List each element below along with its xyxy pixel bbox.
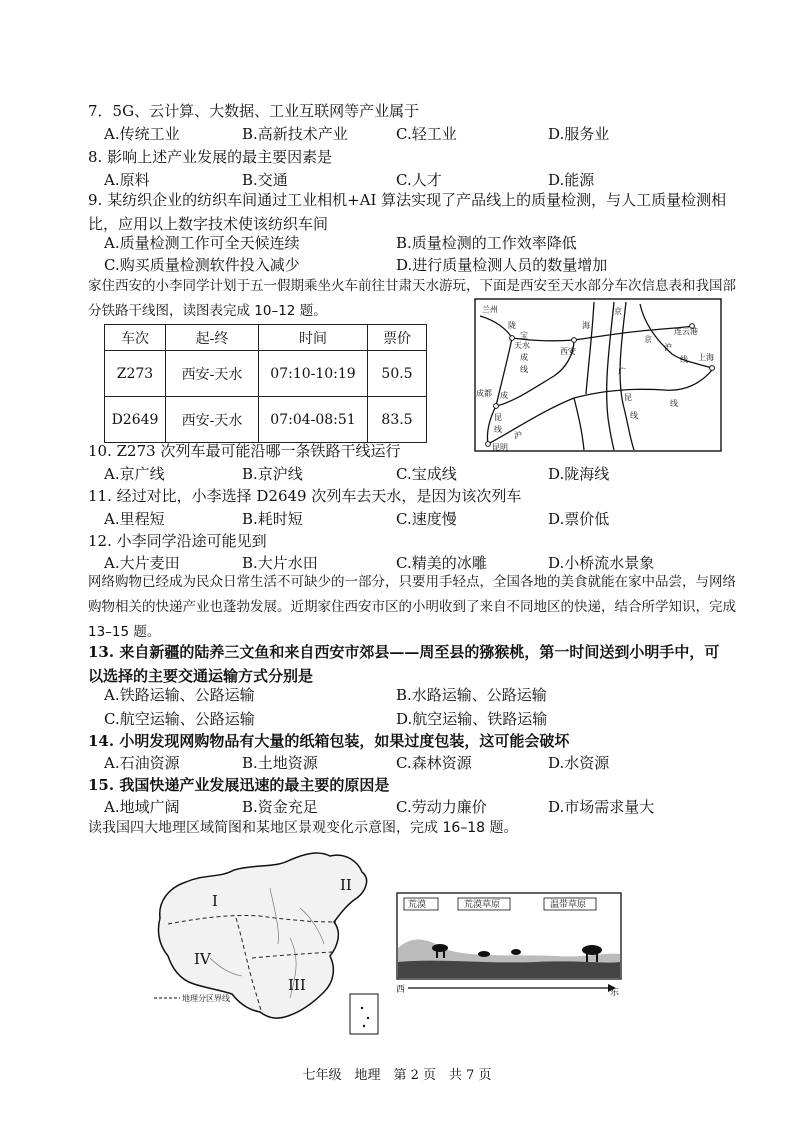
table-cell: 西安-天水 (166, 351, 259, 397)
option-d[interactable]: D.水资源 (548, 754, 610, 772)
option-b[interactable]: B.耗时短 (242, 510, 303, 528)
option-a[interactable]: A.大片麦田 (104, 554, 180, 572)
option-d[interactable]: D.航空运输、铁路运输 (396, 710, 548, 728)
option-c[interactable]: C.劳动力廉价 (396, 798, 487, 816)
map-label: 京 (614, 307, 622, 316)
map-label: 连云港 (674, 327, 698, 336)
option-a[interactable]: A.里程短 (104, 510, 165, 528)
table-cell: Z273 (105, 351, 166, 397)
region-label: I (212, 892, 218, 910)
question-14-stem: 14. 小明发现网购物品有大量的纸箱包装，如果过度包装，这可能会破坏 (88, 732, 570, 750)
table-cell: D2649 (105, 397, 166, 443)
region-label: IV (194, 950, 211, 968)
question-15-stem: 15. 我国快递产业发展迅速的最主要的原因是 (88, 776, 390, 794)
option-c[interactable]: C.购买质量检测软件投入减少 (104, 256, 300, 274)
question-8-stem: 8. 影响上述产业发展的最主要因素是 (88, 148, 333, 166)
map-label: 天水 (514, 341, 530, 350)
landscape-label: 荒漠草原 (464, 900, 501, 910)
option-a[interactable]: A.石油资源 (104, 754, 180, 772)
table-cell: 07:10-10:19 (259, 351, 368, 397)
table-cell: 50.5 (368, 351, 427, 397)
map-label: 广 (618, 367, 626, 376)
question-14-options (104, 752, 664, 774)
option-a[interactable]: A.原料 (104, 171, 150, 189)
question-13-options (104, 684, 704, 730)
option-d[interactable]: D.小桥流水景象 (548, 554, 655, 572)
table-row (105, 351, 427, 397)
question-11-stem: 11. 经过对比，小李选择 D2649 次列车去天水，是因为该次列车 (88, 487, 522, 505)
map-label: 昆 (494, 413, 502, 422)
option-a[interactable]: A.质量检测工作可全天候连续 (104, 234, 300, 252)
option-c[interactable]: C.轻工业 (396, 125, 457, 143)
option-c[interactable]: C.速度慢 (396, 510, 457, 528)
option-d[interactable]: D.能源 (548, 171, 595, 189)
east-label: 东 (610, 988, 620, 996)
question-9-stem: 9. 某纺织企业的纺织车间通过工业相机+AI 算法实现了产品线上的质量检测，与人工质量检测相比，应用以上数字技术使该纺织车间 (88, 191, 727, 233)
option-c[interactable]: C.森林资源 (396, 754, 472, 772)
map-label: 上海 (698, 353, 714, 362)
map-label: 陇 (508, 321, 516, 330)
option-a[interactable]: A.传统工业 (104, 125, 180, 143)
table-header: 时间 (259, 325, 368, 351)
map-label: 海 (582, 321, 590, 330)
table-header: 车次 (105, 325, 166, 351)
option-b[interactable]: B.质量检测的工作效率降低 (396, 234, 577, 252)
option-b[interactable]: B.大片水田 (242, 554, 318, 572)
option-b[interactable]: B.京沪线 (242, 465, 303, 483)
option-c[interactable]: C.人才 (396, 171, 442, 189)
option-b[interactable]: B.高新技术产业 (242, 125, 348, 143)
train-schedule-table (104, 324, 427, 443)
option-c[interactable]: C.航空运输、公路运输 (104, 710, 255, 728)
railway-trunk-line-map (474, 298, 722, 452)
option-b[interactable]: B.土地资源 (242, 754, 318, 772)
table-cell: 83.5 (368, 397, 427, 443)
region-label: II (340, 876, 352, 894)
table-cell: 07:04-08:51 (259, 397, 368, 443)
map-label: 成 (520, 353, 528, 362)
map-label: 线 (494, 425, 502, 434)
region-label: III (288, 976, 306, 994)
question-13-stem: 13. 来自新疆的陆养三文鱼和来自西安市郊县——周至县的猕猴桃，第一时间送到小明手中，可以选择的主要交通运输方式分别是 (88, 643, 720, 685)
option-b[interactable]: B.资金充足 (242, 798, 318, 816)
intro-10-12: 家住西安的小李同学计划于五一假期乘坐火车前往甘肃天水游玩，下面是西安至天水部分车次信息表和我国部分铁路干线图，读图表完成 10–12 题。 (88, 278, 736, 319)
option-c[interactable]: C.精美的冰雕 (396, 554, 487, 572)
option-b[interactable]: B.水路运输、公路运输 (396, 686, 547, 704)
option-d[interactable]: D.市场需求量大 (548, 798, 655, 816)
option-a[interactable]: A.地域广阔 (104, 798, 180, 816)
question-15-options (104, 796, 664, 818)
question-7-options (104, 123, 664, 145)
question-7-stem: 7．5G、云计算、大数据、工业互联网等产业属于 (88, 102, 420, 120)
question-11-options (104, 508, 664, 530)
map-label: 京 (644, 335, 652, 344)
option-d[interactable]: D.进行质量检测人员的数量增加 (396, 256, 608, 274)
map-label: 沪 (514, 431, 522, 440)
option-d[interactable]: D.票价低 (548, 510, 610, 528)
legend-label: 地理分区界线 (182, 994, 230, 1003)
map-label: 宝 (520, 331, 528, 340)
landscape-label: 荒漠 (408, 900, 427, 910)
option-b[interactable]: B.交通 (242, 171, 288, 189)
intro-16-18: 读我国四大地理区域简图和某地区景观变化示意图，完成 16–18 题。 (88, 820, 518, 836)
intro-13-15: 网络购物已经成为民众日常生活不可缺少的一部分，只要用手轻点，全国各地的美食就能在家中品尝，与网络购物相关的快递产业也蓬勃发展。近期家住西安市区的小明收到了来自不同地区的快递，结合所学知识，完成 13–15 题。 (88, 574, 736, 640)
map-label: 线 (520, 365, 528, 374)
map-label: 成都 (476, 389, 492, 398)
map-label: 昆明 (492, 443, 508, 452)
option-a[interactable]: A.铁路运输、公路运输 (104, 686, 255, 704)
option-d[interactable]: D.陇海线 (548, 465, 610, 483)
west-label: 西 (396, 985, 406, 995)
map-label: 线 (670, 399, 678, 408)
table-header: 起-终 (166, 325, 259, 351)
page-footer: 七年级 地理 第 2 页 共 7 页 (302, 1068, 492, 1083)
question-10-options (104, 463, 664, 485)
option-c[interactable]: C.宝成线 (396, 465, 457, 483)
landscape-change-diagram (396, 892, 622, 996)
table-row (105, 397, 427, 443)
question-9-options (104, 232, 704, 278)
landscape-label: 温带草原 (550, 900, 587, 910)
china-four-regions-map (150, 848, 384, 1038)
map-label: 西安 (560, 347, 576, 356)
map-label: 沪 (664, 343, 672, 352)
map-label: 线 (680, 355, 688, 364)
option-a[interactable]: A.京广线 (104, 465, 165, 483)
table-cell: 西安-天水 (166, 397, 259, 443)
map-label: 昆 (624, 393, 632, 402)
option-d[interactable]: D.服务业 (548, 125, 610, 143)
map-label: 成 (500, 391, 508, 400)
table-header: 票价 (368, 325, 427, 351)
question-10-stem: 10. Z273 次列车最可能沿哪一条铁路干线运行 (88, 442, 401, 460)
map-label: 线 (630, 411, 638, 420)
question-12-stem: 12. 小李同学沿途可能见到 (88, 532, 267, 550)
map-label: 兰州 (482, 305, 498, 314)
